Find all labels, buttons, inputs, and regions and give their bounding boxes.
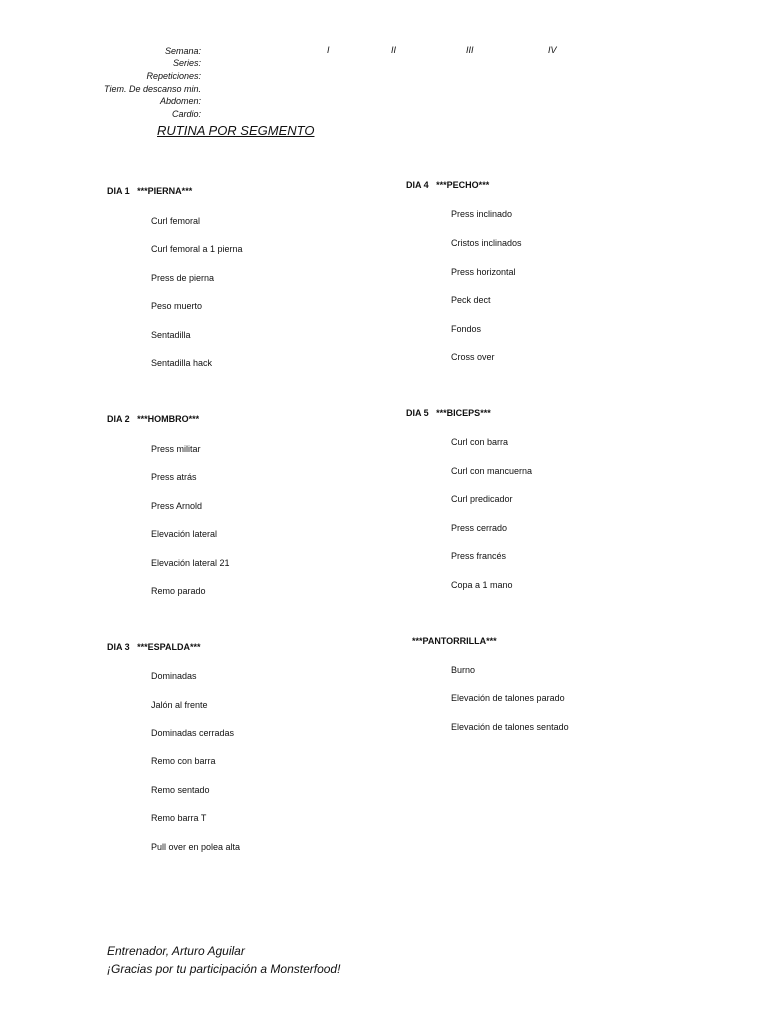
exercise-item: Remo barra T: [151, 813, 207, 823]
thanks-message: ¡Gracias por tu participación a Monsterfood!: [107, 962, 341, 976]
exercise-item: Remo sentado: [151, 785, 210, 795]
week-iii: III: [466, 45, 474, 55]
exercise-item: Fondos: [451, 324, 482, 334]
exercise-item: Curl con barra: [451, 437, 509, 447]
exercise-item: Cross over: [451, 352, 495, 362]
exercise-item: Press inclinado: [451, 209, 513, 219]
label-abdomen: Abdomen:: [159, 96, 201, 106]
exercise-item: Jalón al frente: [151, 700, 208, 710]
exercise-item: Pull over en polea alta: [151, 842, 241, 852]
exercise-item: Sentadilla hack: [151, 358, 213, 368]
label-cardio: Cardio:: [171, 109, 201, 119]
exercise-item: Press militar: [151, 444, 201, 454]
exercise-item: Curl femoral a 1 pierna: [151, 244, 243, 254]
exercise-item: Press de pierna: [151, 273, 215, 283]
exercise-item: Sentadilla: [151, 330, 191, 340]
trainer-signature: Entrenador, Arturo Aguilar: [107, 944, 245, 958]
exercise-item: Copa a 1 mano: [451, 580, 513, 590]
day-1-heading: DIA 1 ***PIERNA***: [107, 186, 193, 196]
exercise-item: Remo parado: [151, 586, 206, 596]
exercise-item: Elevación de talones sentado: [451, 722, 569, 732]
label-series: Series:: [172, 58, 201, 68]
exercise-item: Remo con barra: [151, 756, 216, 766]
label-repeticiones: Repeticiones:: [146, 71, 201, 81]
page-title: RUTINA POR SEGMENTO: [157, 123, 315, 138]
exercise-item: Curl femoral: [151, 216, 201, 226]
day-5-heading: DIA 5 ***BICEPS***: [406, 408, 491, 418]
exercise-item: Elevación lateral 21: [151, 558, 230, 568]
exercise-item: Elevación de talones parado: [451, 693, 565, 703]
week-i: I: [327, 45, 330, 55]
week-iv: IV: [548, 45, 557, 55]
day-2-heading: DIA 2 ***HOMBRO***: [107, 414, 200, 424]
exercise-item: Curl predicador: [451, 494, 513, 504]
label-semana: Semana:: [164, 46, 201, 56]
day-3-heading: DIA 3 ***ESPALDA***: [107, 642, 201, 652]
exercise-item: Press atrás: [151, 472, 197, 482]
exercise-item: Elevación lateral: [151, 529, 218, 539]
exercise-item: Peso muerto: [151, 301, 203, 311]
exercise-item: Cristos inclinados: [451, 238, 522, 248]
exercise-item: Burno: [451, 665, 476, 675]
exercise-item: Press horizontal: [451, 267, 516, 277]
exercise-item: Dominadas cerradas: [151, 728, 235, 738]
calves-heading: ***PANTORRILLA***: [412, 636, 497, 646]
label-descanso: Tiem. De descanso min.: [104, 84, 201, 94]
exercise-item: Curl con mancuerna: [451, 466, 533, 476]
exercise-item: Peck dect: [451, 295, 491, 305]
exercise-item: Press cerrado: [451, 523, 508, 533]
exercise-item: Dominadas: [151, 671, 197, 681]
week-ii: II: [391, 45, 397, 55]
exercise-item: Press Arnold: [151, 501, 203, 511]
day-4-heading: DIA 4 ***PECHO***: [406, 180, 490, 190]
exercise-item: Press francés: [451, 551, 507, 561]
